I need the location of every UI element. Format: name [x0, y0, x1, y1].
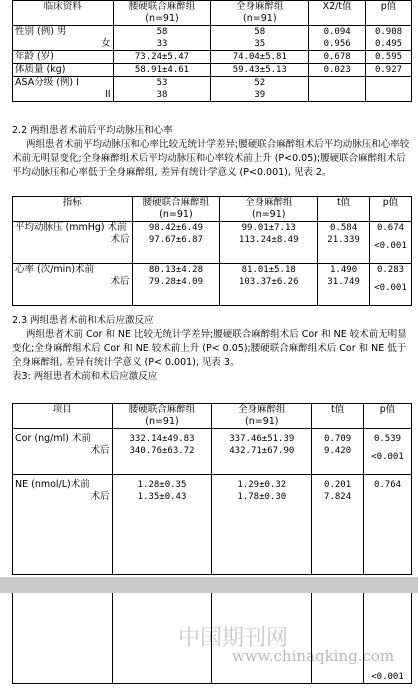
table-header: 全身麻醉组 (n=91): [211, 1, 309, 26]
table-row: [13, 593, 412, 683]
section-heading: 2.3 两组患者术前和术后应激反应: [12, 315, 154, 326]
page-break: [0, 577, 418, 593]
table-1-clinical-data: [12, 0, 412, 102]
watermark-url: www.chinaqking.com: [232, 647, 395, 665]
table-header: t值: [312, 404, 364, 429]
table-header: t值: [318, 197, 370, 222]
table-row: NE (nmol/L)术前 术后 1.28±0.35 1.35±0.43 1.29±0.32 1.78±0.30 0.201 7.824 0.764: [13, 475, 412, 575]
section-body: 两组患者术前 Cor 和 NE 比较无统计学差异;腰硬联合麻醉组术后 Cor 和 NE 较术前无明显变化;全身麻醉组术后 Cor 和 NE 较术前上升 (P< 0.05);腰硬联合麻醉组术后 Cor 和 NE 低于全身麻醉组, 差异有统计学意义 (P< 0.001), 见表 3。: [12, 329, 407, 368]
row-label: 体质量 (kg): [13, 64, 114, 77]
table-row: [13, 1, 412, 26]
table-header: 腰硬联合麻醉组 (n=91): [113, 1, 211, 26]
table-header: 腰硬联合麻醉组 (n=91): [112, 404, 212, 429]
row-label: NE (nmol/L)术前 术后: [13, 475, 113, 575]
table-header: p值: [370, 197, 412, 222]
section-2-3: [12, 314, 412, 384]
row-label: 性别 (例) 男 女: [13, 26, 114, 51]
table-header: p值: [364, 404, 412, 429]
section-2-2: [12, 124, 412, 180]
table-3-continued: [12, 593, 412, 684]
table-row: 体质量 (kg) 58.91±4.61 59.43±5.13 0.023 0.927: [13, 64, 412, 77]
row-label: Cor (ng/ml) 术前 术后: [13, 429, 113, 475]
table-header: 项目: [13, 404, 113, 429]
row-label: 年龄 (岁): [13, 51, 114, 64]
table-header: X2/t值: [309, 1, 366, 26]
table-row: Cor (ng/ml) 术前 术后 332.14±49.83 340.76±63.72 337.46±51.39 432.71±67.90 0.709 9.420 0.539 <0.001: [13, 429, 412, 475]
row-label: 平均动脉压 (mmHg) 术前 术后: [13, 222, 133, 264]
table-row: 年龄 (岁) 73.24±5.47 74.04±5.81 0.678 0.595: [13, 51, 412, 64]
table-header: 临床资料: [13, 1, 114, 26]
table-3-stress-response: [12, 403, 412, 575]
table-header: 指标: [13, 197, 133, 222]
document-page-2: [0, 593, 418, 692]
row-label: 心率 (次/min)术前 术后: [13, 264, 133, 306]
table-caption: 表3: 两组患者术前和术后应激反应: [12, 371, 158, 382]
section-body: 两组患者术前平均动脉压和心率比较无统计学差异;腰硬联合麻醉组术后平均动脉压和心率较术前无明显变化;全身麻醉组术后平均动脉压和心率较术前上升 (P<0.05);腰硬联合麻醉组术后平均动脉压和心率低于全身麻醉组, 差异有统计学意义 (P<0.001), 见表 2。: [12, 139, 410, 178]
table-row: [13, 197, 412, 222]
table-header: p值: [366, 1, 412, 26]
table-row: 平均动脉压 (mmHg) 术前 术后 98.42±6.49 97.67±6.87 99.01±7.13 113.24±8.49 0.584 21.339 0.674 <0.001: [13, 222, 412, 264]
table-header: 腰硬联合麻醉组 (n=91): [132, 197, 220, 222]
table-2-map-heart-rate: [12, 196, 412, 306]
row-label: ASA分级 (例) I II: [13, 77, 114, 102]
table-row: [13, 404, 412, 429]
table-header: 全身麻醉组 (n=91): [220, 197, 318, 222]
watermark-logo-text: 中国期刊网: [178, 626, 289, 651]
section-heading: 2.2 两组患者术前后平均动脉压和心率: [12, 125, 173, 136]
p-value-cell: <0.001: [364, 593, 412, 683]
table-row: 性别 (例) 男 女 58 33 58 35 0.094 0.956 0.908 0.495: [13, 26, 412, 51]
table-header: 全身麻醉组 (n=91): [212, 404, 312, 429]
table-row: 心率 (次/min)术前 术后 80.13±4.28 79.28±4.09 81.01±5.18 103.37±6.26 1.490 31.749 0.283 <0.001: [13, 264, 412, 306]
table-row: ASA分级 (例) I II 53 38 52 39: [13, 77, 412, 102]
